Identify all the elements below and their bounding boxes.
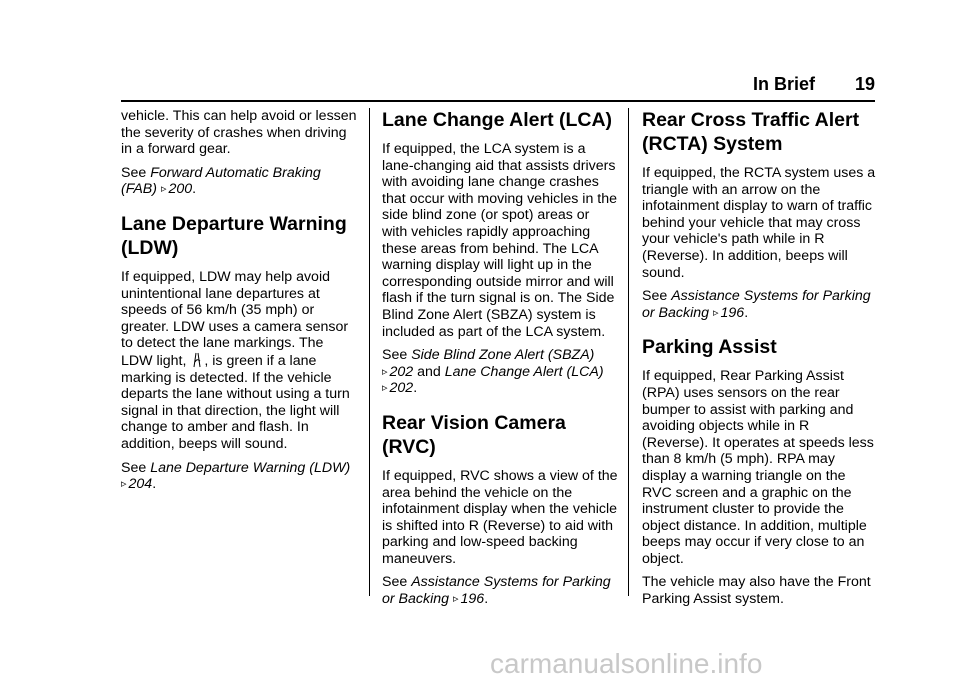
- ref-suffix: .: [484, 591, 489, 608]
- ref-link-ldw[interactable]: Lane Departure Warning (LDW): [150, 459, 351, 476]
- page-arrow-icon: ▹: [160, 183, 167, 196]
- ldw-lane-icon: [191, 352, 203, 368]
- paragraph: vehicle. This can help avoid or lessen the severity of crashes when driving in a forward gear.: [121, 108, 357, 158]
- page-arrow-icon: ▹: [121, 478, 127, 491]
- ldw-text-b: , is green if a lane marking is detected. If the vehicle departs the lane without using a turn signal in that direction, the light will change to amber and flash. In addition, beeps will sound.: [121, 352, 350, 452]
- cross-reference: [121, 165, 357, 198]
- ref-page[interactable]: 204: [128, 476, 153, 493]
- heading-rvc: Rear Vision Camera (RVC): [382, 411, 566, 458]
- ref-link-fab[interactable]: Forward Automatic Braking (FAB): [121, 164, 321, 198]
- heading-ldw: Lane Departure Warning (LDW): [121, 212, 347, 259]
- ref-page[interactable]: 202: [389, 380, 414, 397]
- heading-lca: Lane Change Alert (LCA): [382, 109, 613, 131]
- page-number: 19: [854, 74, 875, 94]
- paragraph: If equipped, the LCA system is a lane-changing aid that assists drivers with avoiding lane change crashes that occur with moving vehicles in the side blind zone (or spot) areas or with vehicles rapidly approaching these areas from behind. The LCA warning display will light up in the corresponding outside mirror and will flash if the turn signal is on. The Side Blind Zone Alert (SBZA) system is included as part of the LCA system.: [382, 141, 617, 340]
- cross-reference: [642, 288, 878, 321]
- ref-prefix: See: [382, 347, 412, 364]
- page-arrow-icon: ▹: [452, 593, 459, 606]
- cross-reference: [121, 460, 357, 493]
- ref-page[interactable]: 200: [168, 181, 193, 198]
- column-divider: [369, 108, 370, 596]
- ref-page[interactable]: 196: [720, 304, 745, 321]
- paragraph: [121, 269, 357, 453]
- page-arrow-icon: ▹: [382, 365, 388, 378]
- ref-link-sbza[interactable]: Side Blind Zone Alert (SBZA): [411, 347, 595, 364]
- column-3: [642, 108, 878, 615]
- ref-suffix: .: [152, 476, 157, 493]
- paragraph: If equipped, Rear Parking Assist (RPA) uses sensors on the rear bumper to assist with parking and avoiding objects while in R (Reverse). It operates at speeds less than 8 km/h (5 mph). RPA may display a warning triangle on the RVC screen and a graphic on the instrument cluster to provide the object distance. In addition, multiple beeps may occur if very close to an object.: [642, 368, 874, 567]
- page-header: [121, 70, 875, 102]
- cross-reference: [382, 574, 618, 607]
- ref-suffix: .: [744, 304, 749, 321]
- watermark: carmanualsonline.info: [490, 648, 763, 679]
- ref-prefix: See: [121, 459, 151, 476]
- column-1: [121, 108, 357, 500]
- page-arrow-icon: ▹: [712, 306, 719, 319]
- page-arrow-icon: ▹: [382, 382, 388, 395]
- paragraph: If equipped, RVC shows a view of the area behind the vehicle on the infotainment display when the vehicle is shifted into R (Reverse) to aid with parking and low-speed backing maneuvers.: [382, 467, 618, 567]
- paragraph: If equipped, the RCTA system uses a triangle with an arrow on the infotainment display to warn of traffic behind your vehicle that may cross your vehicle's path while in R (Reverse). In addition, beeps will sound.: [642, 165, 876, 281]
- ref-suffix: .: [192, 181, 197, 198]
- ref-link-lca[interactable]: Lane Change Alert (LCA): [444, 363, 604, 380]
- cross-reference: [382, 347, 618, 397]
- ref-prefix: See: [382, 574, 412, 591]
- paragraph: The vehicle may also have the Front Parking Assist system.: [642, 574, 871, 608]
- column-divider: [628, 108, 629, 596]
- column-2: [382, 108, 618, 615]
- section-title: In Brief: [752, 74, 815, 94]
- ref-mid: and: [413, 363, 445, 380]
- ref-link-parking[interactable]: Assistance Systems for Parking or Backing: [642, 288, 871, 321]
- ldw-text-a: If equipped, LDW may help avoid unintentional lane departures at speeds of 56 km/h (35 mph) or greater. LDW uses a camera sensor to detect the lane markings. The LDW light,: [121, 268, 349, 369]
- ref-suffix: .: [413, 380, 418, 397]
- heading-parking-assist: Parking Assist: [642, 336, 777, 359]
- ref-page[interactable]: 196: [460, 591, 485, 608]
- ref-page[interactable]: 202: [389, 363, 414, 380]
- heading-rcta: Rear Cross Traffic Alert (RCTA) System: [642, 109, 860, 155]
- ref-prefix: See: [642, 288, 672, 305]
- ref-link-parking[interactable]: Assistance Systems for Parking or Backing: [382, 574, 611, 608]
- ref-prefix: See: [121, 164, 151, 181]
